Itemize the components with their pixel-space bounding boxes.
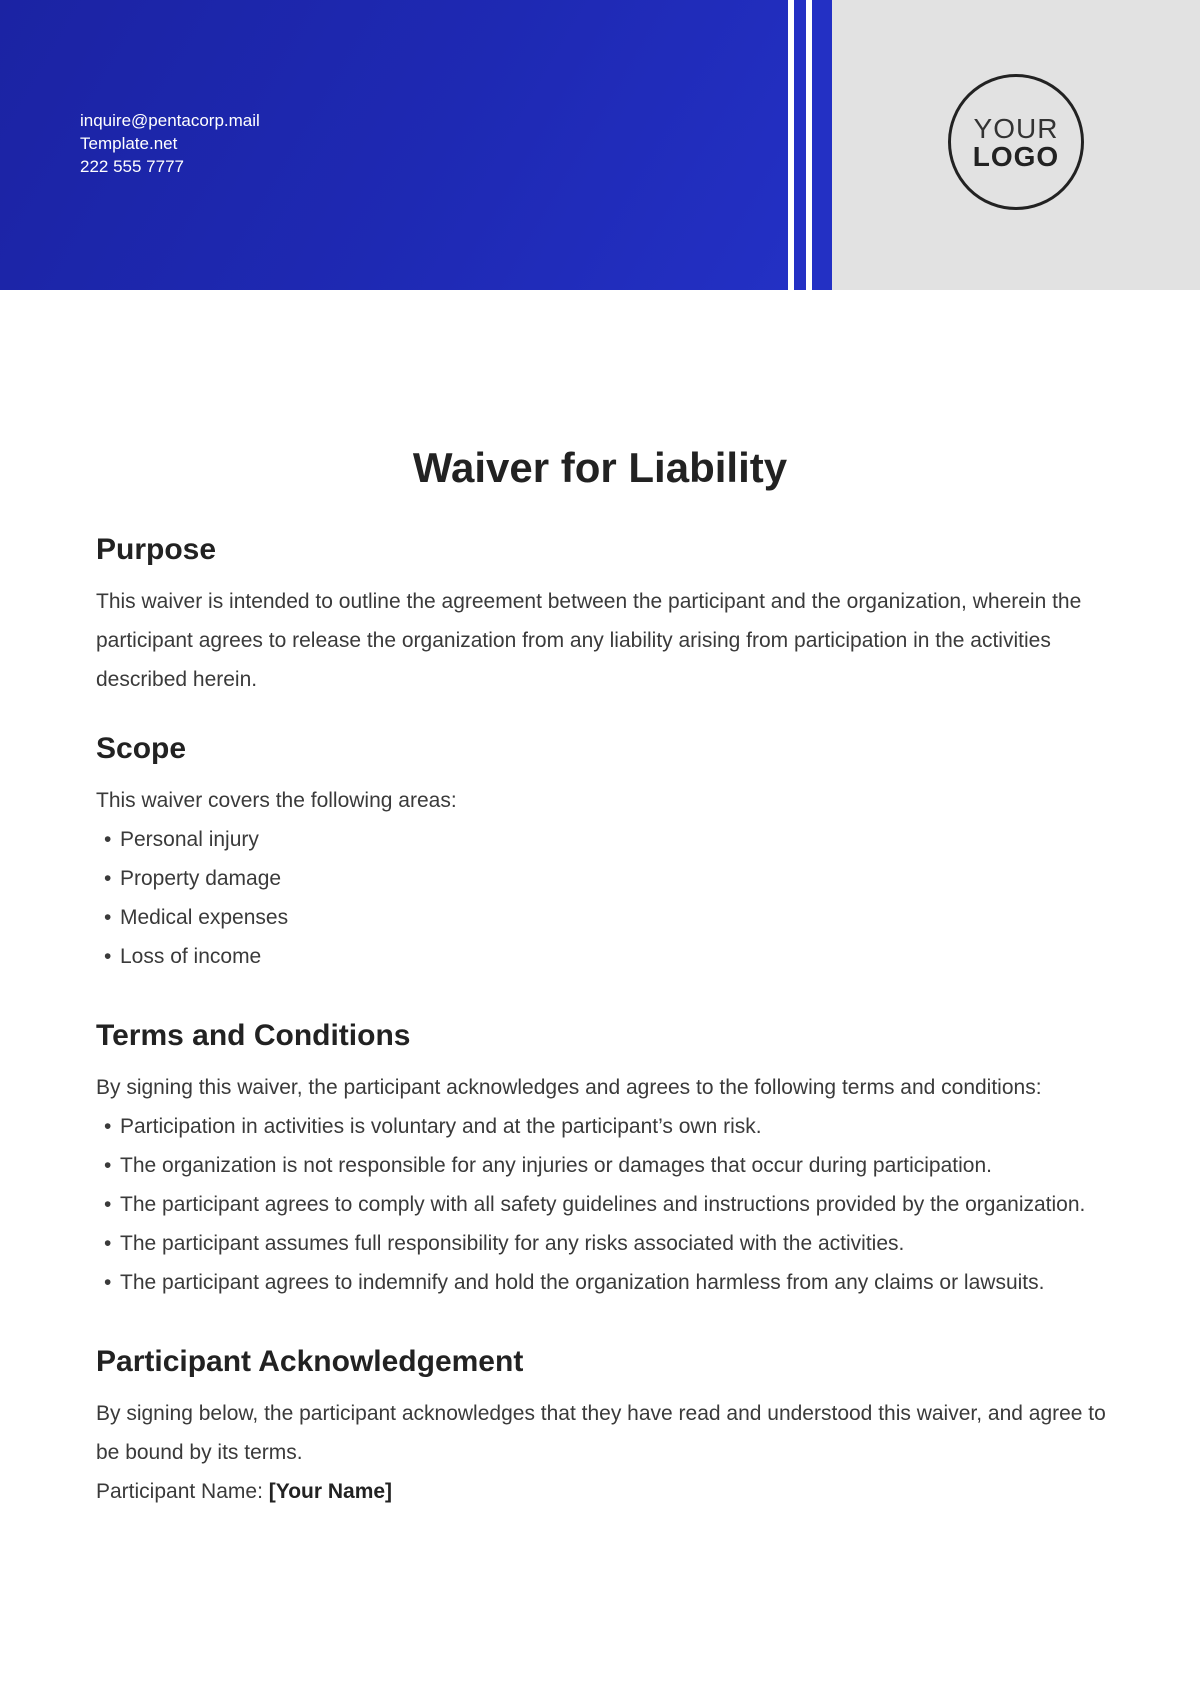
list-item-text: The participant assumes full responsibility for any risks associated with the activities. [120, 1232, 905, 1255]
logo-text-top: YOUR [973, 113, 1059, 144]
bullet-icon: • [104, 1271, 112, 1294]
scope-intro: This waiver covers the following areas: [96, 789, 457, 812]
list-item [96, 1146, 1106, 1185]
list-item-text: Participation in activities is voluntary and at the participant’s own risk. [120, 1115, 762, 1138]
terms-heading: Terms and Conditions [96, 1019, 411, 1052]
participant-name-label: Participant Name: [96, 1480, 263, 1503]
bullet-icon: • [104, 867, 112, 890]
bullet-icon: • [104, 945, 112, 968]
terms-intro: By signing this waiver, the participant acknowledges and agrees to the following terms and conditions: [96, 1076, 1042, 1099]
bullet-icon: • [104, 1193, 112, 1216]
company-logo [948, 74, 1084, 210]
contact-website[interactable]: Template.net [80, 134, 178, 153]
participant-name-line [96, 1472, 1106, 1511]
list-item [96, 1185, 1106, 1224]
acknowledgement-heading: Participant Acknowledgement [96, 1345, 524, 1378]
purpose-text: This waiver is intended to outline the agreement between the participant and the organization, wherein the participant agrees to release the organization from any liability arising from participation in the activities described herein. [96, 590, 1082, 691]
bullet-icon: • [104, 1232, 112, 1255]
list-item [96, 898, 1106, 937]
list-item [96, 1224, 1106, 1263]
document-title: Waiver for Liability [412, 444, 788, 491]
scope-heading: Scope [96, 732, 187, 765]
list-item [96, 820, 1106, 859]
terms-list [96, 1107, 1106, 1302]
bullet-icon: • [104, 906, 112, 929]
bullet-icon: • [104, 828, 112, 851]
contact-info [80, 109, 260, 178]
list-item-text: Loss of income [120, 945, 262, 968]
list-item [96, 1107, 1106, 1146]
list-item [96, 1263, 1106, 1302]
contact-phone: 222 555 7777 [80, 157, 184, 176]
header-stripe [794, 0, 806, 290]
purpose-heading: Purpose [96, 533, 217, 566]
list-item-text: The participant agrees to comply with all safety guidelines and instructions provided by the organization. [120, 1193, 1086, 1216]
list-item [96, 937, 1106, 976]
list-item [96, 859, 1106, 898]
bullet-icon: • [104, 1115, 112, 1138]
participant-name-value: [Your Name] [268, 1480, 393, 1503]
list-item-text: Medical expenses [120, 906, 289, 929]
list-item-text: The organization is not responsible for any injuries or damages that occur during participation. [120, 1154, 992, 1177]
scope-list [96, 820, 1106, 976]
list-item-text: Personal injury [120, 828, 259, 851]
list-item-text: The participant agrees to indemnify and hold the organization harmless from any claims or lawsuits. [120, 1271, 1045, 1294]
bullet-icon: • [104, 1154, 112, 1177]
acknowledgement-text: By signing below, the participant acknowledges that they have read and understood this waiver, and agree to be bound by its terms. [96, 1402, 1106, 1464]
header-band [0, 0, 1200, 290]
list-item-text: Property damage [120, 867, 282, 890]
document-body [96, 530, 1106, 1511]
contact-email[interactable]: inquire@pentacorp.mail [80, 111, 260, 130]
header-stripe [812, 0, 832, 290]
logo-text-bottom: LOGO [972, 141, 1060, 172]
